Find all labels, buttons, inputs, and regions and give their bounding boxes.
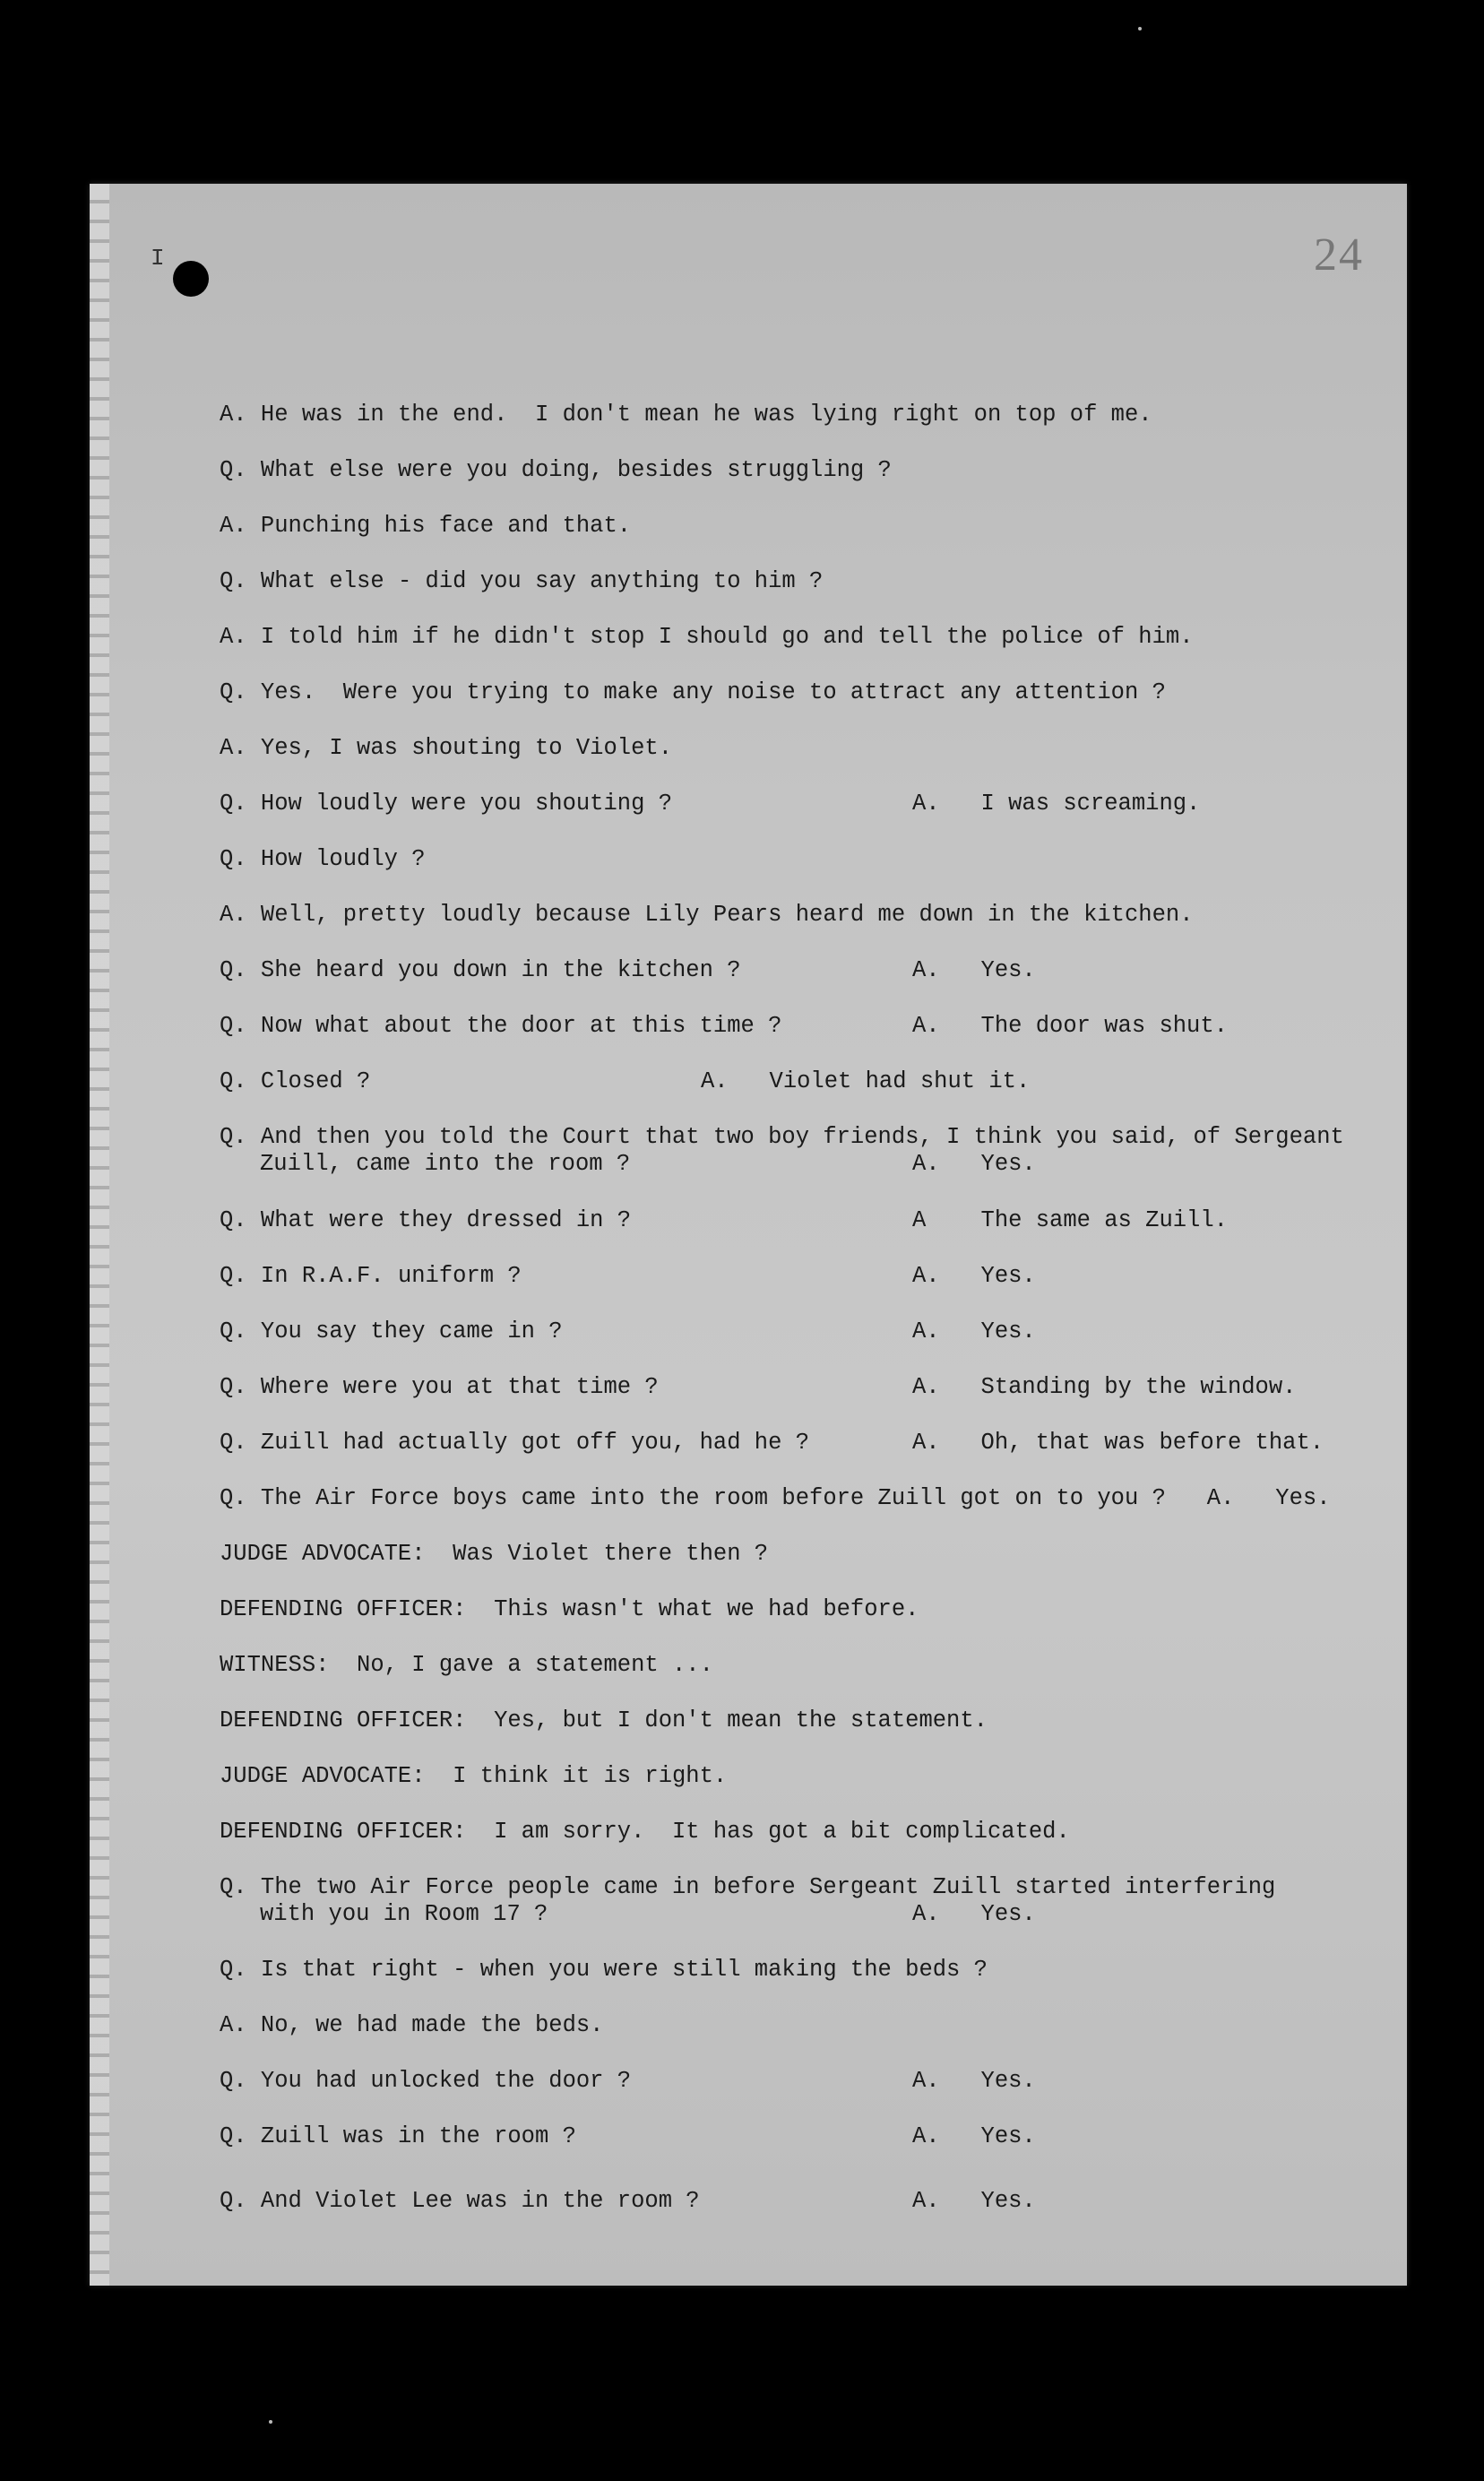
line-text: Was Violet there then ? <box>453 1541 769 1567</box>
transcript-line <box>220 457 1371 484</box>
line-speaker: JUDGE ADVOCATE: <box>220 1541 426 1567</box>
line-text: And then you told the Court that two boy friends, I think you said, of Sergeant <box>260 1124 1344 1150</box>
transcript-line <box>220 1957 1371 1984</box>
transcript-line <box>220 1318 1371 1345</box>
transcript-line <box>220 957 1371 984</box>
line-text: Now what about the door at this time ? <box>260 1013 782 1039</box>
line-text: Closed ? <box>260 1068 371 1094</box>
line-text: Yes, but I don't mean the statement. <box>494 1707 988 1733</box>
line-speaker: A. <box>220 735 247 761</box>
line-speaker: A. <box>220 902 247 928</box>
transcript-line <box>220 1819 1371 1846</box>
line-speaker: A. <box>220 513 247 539</box>
line-speaker: WITNESS: <box>220 1652 330 1678</box>
line-answer: A. Violet had shut it. <box>701 1068 1031 1094</box>
line-speaker: Q. <box>220 2068 247 2094</box>
line-speaker: Q. <box>220 1874 247 1900</box>
line-speaker: Q. <box>220 2123 247 2149</box>
line-continuation: Zuill, came into the room ? <box>260 1151 631 1177</box>
line-answer: A. Oh, that was before that. <box>912 1430 1324 1456</box>
line-text: And Violet Lee was in the room ? <box>260 2188 700 2214</box>
line-speaker: Q. <box>220 1485 247 1511</box>
transcript-line <box>220 1207 1371 1234</box>
line-text: How loudly were you shouting ? <box>260 791 672 817</box>
line-speaker: Q. <box>220 679 247 705</box>
line-speaker: A. <box>220 402 247 428</box>
transcript-line <box>220 1596 1371 1623</box>
line-text: Well, pretty loudly because Lily Pears heard me down in the kitchen. <box>260 902 1194 928</box>
transcript-line <box>220 2068 1371 2095</box>
line-answer: A. Yes. <box>912 2068 1036 2094</box>
line-speaker: Q. <box>220 568 247 594</box>
line-speaker: Q. <box>220 1207 247 1233</box>
line-text: He was in the end. I don't mean he was lying right on top of me. <box>260 402 1152 428</box>
line-answer: A. Yes. <box>912 957 1036 983</box>
line-text: The two Air Force people came in before Sergeant Zuill started interfering <box>260 1874 1276 1900</box>
transcript-line <box>220 2123 1371 2150</box>
transcript-line <box>220 1124 1371 1177</box>
line-text: The Air Force boys came into the room before Zuill got on to you ? A. Yes. <box>260 1485 1331 1511</box>
line-speaker: Q. <box>220 457 247 483</box>
line-answer: A. Yes. <box>912 1151 1036 1177</box>
transcript-line <box>220 624 1371 651</box>
line-text: What else - did you say anything to him ? <box>260 568 824 594</box>
line-answer: A. I was screaming. <box>912 791 1201 817</box>
document-page <box>90 184 1407 2286</box>
line-text: Is that right - when you were still making the beds ? <box>260 1957 988 1983</box>
punch-hole <box>173 261 209 297</box>
line-speaker: Q. <box>220 1430 247 1456</box>
line-answer: A. Yes. <box>912 1318 1036 1344</box>
line-speaker: Q. <box>220 2188 247 2214</box>
line-text: I told him if he didn't stop I should go and tell the police of him. <box>260 624 1194 650</box>
line-speaker: Q. <box>220 1374 247 1400</box>
margin-mark: I <box>151 245 165 272</box>
line-answer: A. Yes. <box>912 2123 1036 2149</box>
line-text: Yes. Were you trying to make any noise to attract any attention ? <box>260 679 1166 705</box>
transcript-line <box>220 679 1371 706</box>
line-speaker: JUDGE ADVOCATE: <box>220 1763 426 1789</box>
line-text: You say they came in ? <box>260 1318 563 1344</box>
transcript-line <box>220 1430 1371 1457</box>
line-speaker: A. <box>220 2012 247 2038</box>
scan-speck <box>1138 27 1142 30</box>
line-speaker: Q. <box>220 957 247 983</box>
line-speaker: Q. <box>220 1124 247 1150</box>
line-speaker: Q. <box>220 791 247 817</box>
line-speaker: Q. <box>220 1068 247 1094</box>
line-text: Zuill had actually got off you, had he ? <box>260 1430 810 1456</box>
line-answer: A The same as Zuill. <box>912 1207 1228 1233</box>
transcript-line <box>220 513 1371 540</box>
line-speaker: Q. <box>220 846 247 872</box>
transcript-line <box>220 1485 1371 1512</box>
transcript-line <box>220 1874 1371 1927</box>
transcript-line <box>220 1707 1371 1734</box>
scan-speck <box>269 2420 272 2424</box>
transcript-line <box>220 791 1371 817</box>
transcript-line <box>220 402 1371 428</box>
transcript-line <box>220 902 1371 929</box>
page-number: 24 <box>1314 229 1364 281</box>
line-text: This wasn't what we had before. <box>494 1596 919 1622</box>
line-text: In R.A.F. uniform ? <box>260 1263 522 1289</box>
transcript-line <box>220 1541 1371 1568</box>
line-speaker: DEFENDING OFFICER: <box>220 1707 467 1733</box>
line-text: What else were you doing, besides struggling ? <box>260 457 892 483</box>
transcript-line <box>220 2012 1371 2039</box>
line-answer: A. Standing by the window. <box>912 1374 1297 1400</box>
line-text: Zuill was in the room ? <box>260 2123 576 2149</box>
line-text: No, I gave a statement ... <box>357 1652 713 1678</box>
page-edge <box>90 184 109 2286</box>
line-text: No, we had made the beds. <box>260 2012 604 2038</box>
transcript-line <box>220 2188 1371 2215</box>
line-answer: A. Yes. <box>912 1901 1036 1927</box>
line-text: Where were you at that time ? <box>260 1374 659 1400</box>
line-text: How loudly ? <box>260 846 426 872</box>
transcript-line <box>220 1013 1371 1040</box>
line-continuation: with you in Room 17 ? <box>260 1901 548 1927</box>
line-text: I am sorry. It has got a bit complicated. <box>494 1819 1070 1845</box>
line-speaker: DEFENDING OFFICER: <box>220 1596 467 1622</box>
transcript-line <box>220 735 1371 762</box>
line-speaker: A. <box>220 624 247 650</box>
transcript-line <box>220 846 1371 873</box>
transcript-line <box>220 1263 1371 1290</box>
line-text: Punching his face and that. <box>260 513 632 539</box>
line-text: You had unlocked the door ? <box>260 2068 632 2094</box>
transcript-line <box>220 1068 1371 1095</box>
line-speaker: DEFENDING OFFICER: <box>220 1819 467 1845</box>
line-answer: A. The door was shut. <box>912 1013 1228 1039</box>
transcript-line <box>220 1763 1371 1790</box>
line-speaker: Q. <box>220 1013 247 1039</box>
line-answer: A. Yes. <box>912 1263 1036 1289</box>
line-text: Yes, I was shouting to Violet. <box>260 735 672 761</box>
line-speaker: Q. <box>220 1263 247 1289</box>
line-text: She heard you down in the kitchen ? <box>260 957 741 983</box>
line-text: What were they dressed in ? <box>260 1207 632 1233</box>
transcript-line <box>220 1652 1371 1679</box>
line-answer: A. Yes. <box>912 2188 1036 2214</box>
line-text: I think it is right. <box>453 1763 728 1789</box>
line-speaker: Q. <box>220 1318 247 1344</box>
transcript-line <box>220 568 1371 595</box>
line-speaker: Q. <box>220 1957 247 1983</box>
transcript-line <box>220 1374 1371 1401</box>
